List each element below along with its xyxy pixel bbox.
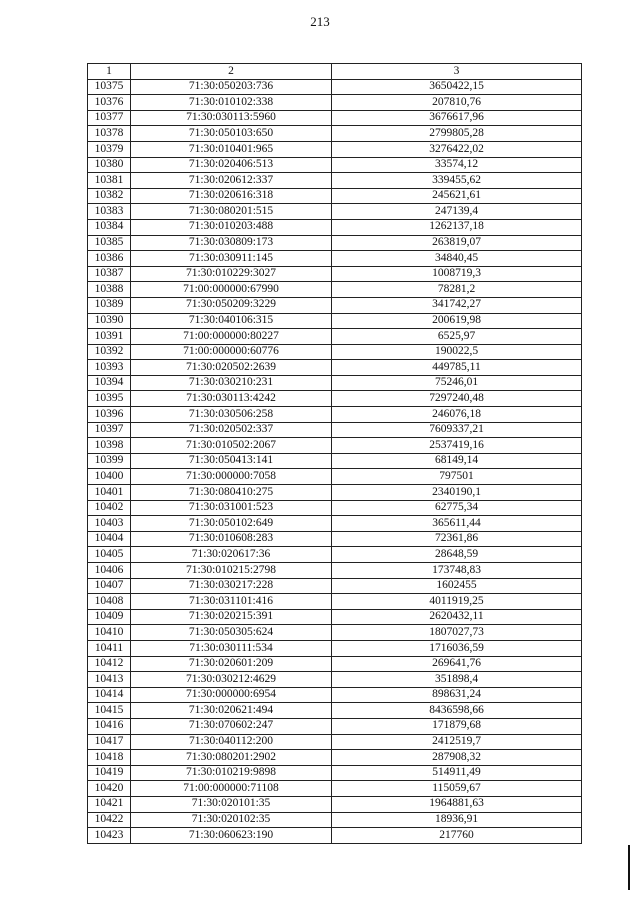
table-row: [88, 485, 582, 501]
value-cell: 2620432,11: [332, 609, 582, 625]
table-row: [88, 828, 582, 844]
cadastral-number-cell: 71:30:040112:200: [131, 734, 332, 750]
value-cell: 115059,67: [332, 781, 582, 797]
table-row: [88, 297, 582, 313]
row-number-cell: 10377: [88, 110, 131, 126]
value-cell: 1807027,73: [332, 625, 582, 641]
cadastral-number-cell: 71:30:030911:145: [131, 251, 332, 267]
table-header: [88, 64, 582, 80]
cadastral-number-cell: 71:30:020612:337: [131, 173, 332, 189]
value-cell: 2340190,1: [332, 485, 582, 501]
value-cell: 62775,34: [332, 500, 582, 516]
value-cell: 2412519,7: [332, 734, 582, 750]
cadastral-number-cell: 71:30:030506:258: [131, 407, 332, 423]
table-row: [88, 594, 582, 610]
table-row: [88, 531, 582, 547]
cadastral-number-cell: 71:30:020406:513: [131, 157, 332, 173]
cadastral-number-cell: 71:30:030210:231: [131, 375, 332, 391]
row-number-cell: 10399: [88, 453, 131, 469]
row-number-cell: 10406: [88, 563, 131, 579]
table-row: [88, 344, 582, 360]
cadastral-number-cell: 71:30:010215:2798: [131, 563, 332, 579]
cadastral-number-cell: 71:30:020617:36: [131, 547, 332, 563]
value-cell: 7297240,48: [332, 391, 582, 407]
cadastral-number-cell: 71:30:030113:5960: [131, 110, 332, 126]
row-number-cell: 10419: [88, 765, 131, 781]
table-row: [88, 438, 582, 454]
table-row: [88, 188, 582, 204]
row-number-cell: 10423: [88, 828, 131, 844]
row-number-cell: 10400: [88, 469, 131, 485]
table-row: [88, 251, 582, 267]
table-row: [88, 422, 582, 438]
row-number-cell: 10392: [88, 344, 131, 360]
cadastral-number-cell: 71:30:050209:3229: [131, 297, 332, 313]
table-row: [88, 672, 582, 688]
row-number-cell: 10407: [88, 578, 131, 594]
value-cell: 351898,4: [332, 672, 582, 688]
row-number-cell: 10390: [88, 313, 131, 329]
header-col-3: 3: [332, 64, 582, 80]
cadastral-number-cell: 71:00:000000:60776: [131, 344, 332, 360]
table-row: [88, 640, 582, 656]
registry-table: [87, 63, 582, 844]
cadastral-number-cell: 71:30:050413:141: [131, 453, 332, 469]
value-cell: 514911,49: [332, 765, 582, 781]
table-row: [88, 765, 582, 781]
cadastral-number-cell: 71:30:050103:650: [131, 126, 332, 142]
table-row: [88, 407, 582, 423]
cadastral-number-cell: 71:30:031101:416: [131, 594, 332, 610]
table-row: [88, 469, 582, 485]
row-number-cell: 10414: [88, 687, 131, 703]
cadastral-number-cell: 71:30:031001:523: [131, 500, 332, 516]
table-row: [88, 718, 582, 734]
value-cell: 1716036,59: [332, 640, 582, 656]
table-body: [88, 79, 582, 843]
cadastral-number-cell: 71:30:010502:2067: [131, 438, 332, 454]
value-cell: 173748,83: [332, 563, 582, 579]
table-row: [88, 687, 582, 703]
row-number-cell: 10381: [88, 173, 131, 189]
row-number-cell: 10416: [88, 718, 131, 734]
table-row: [88, 516, 582, 532]
table-row: [88, 625, 582, 641]
value-cell: 171879,68: [332, 718, 582, 734]
value-cell: 8436598,66: [332, 703, 582, 719]
value-cell: 797501: [332, 469, 582, 485]
table-row: [88, 235, 582, 251]
value-cell: 190022,5: [332, 344, 582, 360]
table-row: [88, 375, 582, 391]
table-row: [88, 329, 582, 345]
row-number-cell: 10411: [88, 640, 131, 656]
row-number-cell: 10401: [88, 485, 131, 501]
row-number-cell: 10394: [88, 375, 131, 391]
value-cell: 28648,59: [332, 547, 582, 563]
cadastral-number-cell: 71:30:030212:4629: [131, 672, 332, 688]
table-row: [88, 796, 582, 812]
row-number-cell: 10389: [88, 297, 131, 313]
value-cell: 2537419,16: [332, 438, 582, 454]
row-number-cell: 10387: [88, 266, 131, 282]
cadastral-number-cell: 71:30:020601:209: [131, 656, 332, 672]
margin-mark: [628, 845, 630, 890]
row-number-cell: 10415: [88, 703, 131, 719]
cadastral-number-cell: 71:30:030113:4242: [131, 391, 332, 407]
value-cell: 200619,98: [332, 313, 582, 329]
row-number-cell: 10379: [88, 141, 131, 157]
value-cell: 75246,01: [332, 375, 582, 391]
cadastral-number-cell: 71:30:030809:173: [131, 235, 332, 251]
value-cell: 3276422,02: [332, 141, 582, 157]
table-row: [88, 563, 582, 579]
row-number-cell: 10380: [88, 157, 131, 173]
value-cell: 449785,11: [332, 360, 582, 376]
cadastral-number-cell: 71:30:010219:9898: [131, 765, 332, 781]
row-number-cell: 10421: [88, 796, 131, 812]
row-number-cell: 10388: [88, 282, 131, 298]
value-cell: 34840,45: [332, 251, 582, 267]
value-cell: 287908,32: [332, 750, 582, 766]
row-number-cell: 10384: [88, 219, 131, 235]
row-number-cell: 10396: [88, 407, 131, 423]
row-number-cell: 10393: [88, 360, 131, 376]
table-row: [88, 95, 582, 111]
value-cell: 72361,86: [332, 531, 582, 547]
cadastral-number-cell: 71:30:050305:624: [131, 625, 332, 641]
table-row: [88, 173, 582, 189]
row-number-cell: 10409: [88, 609, 131, 625]
value-cell: 341742,27: [332, 297, 582, 313]
cadastral-number-cell: 71:30:040106:315: [131, 313, 332, 329]
table-row: [88, 547, 582, 563]
row-number-cell: 10398: [88, 438, 131, 454]
table-row: [88, 703, 582, 719]
row-number-cell: 10405: [88, 547, 131, 563]
value-cell: 1008719,3: [332, 266, 582, 282]
cadastral-number-cell: 71:30:010102:338: [131, 95, 332, 111]
cadastral-number-cell: 71:30:030217:228: [131, 578, 332, 594]
table-row: [88, 750, 582, 766]
row-number-cell: 10418: [88, 750, 131, 766]
row-number-cell: 10386: [88, 251, 131, 267]
cadastral-number-cell: 71:30:060623:190: [131, 828, 332, 844]
row-number-cell: 10382: [88, 188, 131, 204]
value-cell: 263819,07: [332, 235, 582, 251]
row-number-cell: 10403: [88, 516, 131, 532]
cadastral-number-cell: 71:30:010229:3027: [131, 266, 332, 282]
value-cell: 3650422,15: [332, 79, 582, 95]
table-row: [88, 282, 582, 298]
table-row: [88, 500, 582, 516]
value-cell: 33574,12: [332, 157, 582, 173]
row-number-cell: 10422: [88, 812, 131, 828]
cadastral-number-cell: 71:00:000000:67990: [131, 282, 332, 298]
table-row: [88, 219, 582, 235]
table-row: [88, 126, 582, 142]
cadastral-number-cell: 71:30:000000:7058: [131, 469, 332, 485]
table-row: [88, 734, 582, 750]
cadastral-number-cell: 71:30:020616:318: [131, 188, 332, 204]
cadastral-number-cell: 71:30:020621:494: [131, 703, 332, 719]
value-cell: 3676617,96: [332, 110, 582, 126]
value-cell: 78281,2: [332, 282, 582, 298]
row-number-cell: 10395: [88, 391, 131, 407]
cadastral-number-cell: 71:30:080201:2902: [131, 750, 332, 766]
value-cell: 339455,62: [332, 173, 582, 189]
value-cell: 269641,76: [332, 656, 582, 672]
value-cell: 247139,4: [332, 204, 582, 220]
table-row: [88, 656, 582, 672]
row-number-cell: 10408: [88, 594, 131, 610]
row-number-cell: 10404: [88, 531, 131, 547]
header-col-2: 2: [131, 64, 332, 80]
cadastral-number-cell: 71:30:080201:515: [131, 204, 332, 220]
cadastral-number-cell: 71:30:020102:35: [131, 812, 332, 828]
value-cell: 1602455: [332, 578, 582, 594]
value-cell: 68149,14: [332, 453, 582, 469]
value-cell: 6525,97: [332, 329, 582, 345]
table-row: [88, 391, 582, 407]
row-number-cell: 10378: [88, 126, 131, 142]
table-row: [88, 204, 582, 220]
value-cell: 245621,61: [332, 188, 582, 204]
value-cell: 1262137,18: [332, 219, 582, 235]
cadastral-number-cell: 71:30:000000:6954: [131, 687, 332, 703]
table-row: [88, 79, 582, 95]
cadastral-number-cell: 71:30:020502:2639: [131, 360, 332, 376]
row-number-cell: 10420: [88, 781, 131, 797]
value-cell: 18936,91: [332, 812, 582, 828]
cadastral-number-cell: 71:30:020502:337: [131, 422, 332, 438]
value-cell: 365611,44: [332, 516, 582, 532]
cadastral-number-cell: 71:30:070602:247: [131, 718, 332, 734]
table-row: [88, 110, 582, 126]
value-cell: 207810,76: [332, 95, 582, 111]
cadastral-number-cell: 71:30:050102:649: [131, 516, 332, 532]
row-number-cell: 10402: [88, 500, 131, 516]
row-number-cell: 10383: [88, 204, 131, 220]
cadastral-number-cell: 71:30:020101:35: [131, 796, 332, 812]
row-number-cell: 10417: [88, 734, 131, 750]
cadastral-number-cell: 71:30:010203:488: [131, 219, 332, 235]
table-row: [88, 360, 582, 376]
row-number-cell: 10412: [88, 656, 131, 672]
value-cell: 246076,18: [332, 407, 582, 423]
table-row: [88, 453, 582, 469]
row-number-cell: 10376: [88, 95, 131, 111]
cadastral-number-cell: 71:30:020215:391: [131, 609, 332, 625]
value-cell: 1964881,63: [332, 796, 582, 812]
cadastral-number-cell: 71:30:030111:534: [131, 640, 332, 656]
row-number-cell: 10375: [88, 79, 131, 95]
row-number-cell: 10413: [88, 672, 131, 688]
cadastral-number-cell: 71:00:000000:80227: [131, 329, 332, 345]
value-cell: 217760: [332, 828, 582, 844]
value-cell: 7609337,21: [332, 422, 582, 438]
table-row: [88, 157, 582, 173]
header-col-1: 1: [88, 64, 131, 80]
table-row: [88, 141, 582, 157]
table-row: [88, 266, 582, 282]
table-row: [88, 781, 582, 797]
table-row: [88, 578, 582, 594]
row-number-cell: 10397: [88, 422, 131, 438]
cadastral-number-cell: 71:00:000000:71108: [131, 781, 332, 797]
cadastral-number-cell: 71:30:010608:283: [131, 531, 332, 547]
page-number: 213: [310, 14, 330, 29]
table-row: [88, 812, 582, 828]
value-cell: 2799805,28: [332, 126, 582, 142]
value-cell: 4011919,25: [332, 594, 582, 610]
row-number-cell: 10410: [88, 625, 131, 641]
table-row: [88, 313, 582, 329]
row-number-cell: 10385: [88, 235, 131, 251]
value-cell: 898631,24: [332, 687, 582, 703]
row-number-cell: 10391: [88, 329, 131, 345]
table-row: [88, 609, 582, 625]
header-row: [88, 64, 582, 80]
cadastral-number-cell: 71:30:050203:736: [131, 79, 332, 95]
cadastral-number-cell: 71:30:010401:965: [131, 141, 332, 157]
cadastral-number-cell: 71:30:080410:275: [131, 485, 332, 501]
